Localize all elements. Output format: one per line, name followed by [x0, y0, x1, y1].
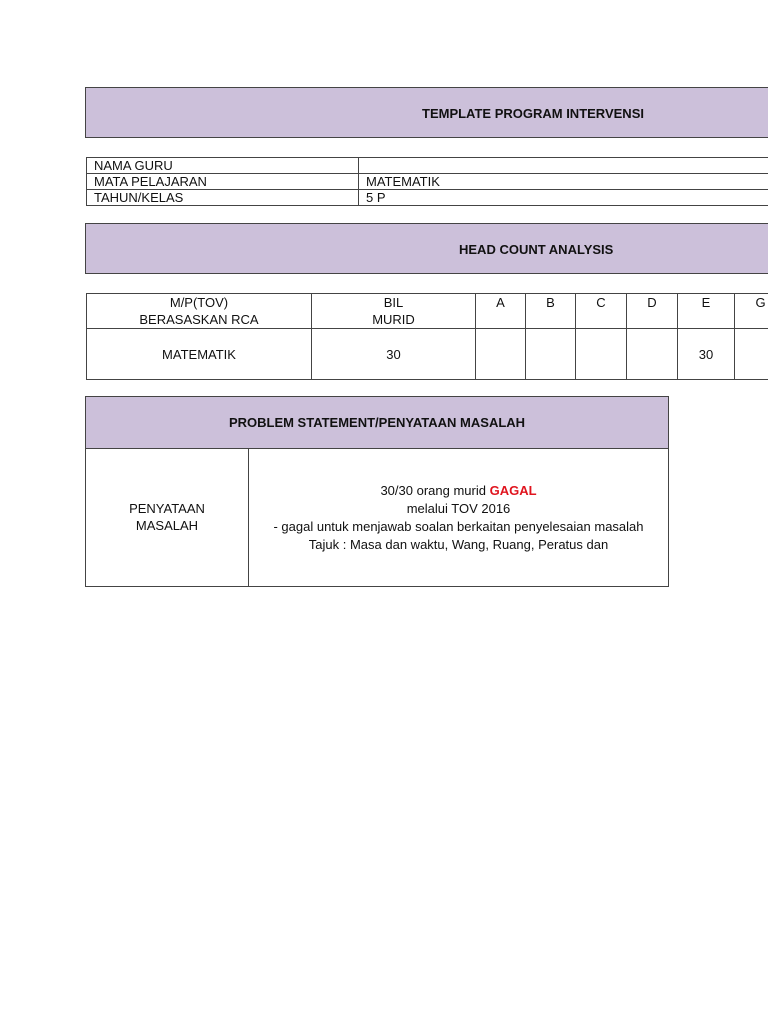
problem-statement-header: PROBLEM STATEMENT/PENYATAAN MASALAH [86, 397, 668, 449]
info-row [87, 190, 768, 206]
teacher-info-table [86, 157, 768, 206]
head-count-banner [85, 223, 768, 274]
info-value: MATEMATIK [359, 174, 768, 190]
section-title: HEAD COUNT ANALYSIS [459, 242, 614, 257]
grade-header: E [678, 294, 735, 329]
grade-header: G [735, 294, 768, 329]
label-line: MASALAH [135, 518, 199, 533]
grade-header: C [576, 294, 627, 329]
description-line [249, 482, 668, 500]
grade-header: B [526, 294, 576, 329]
info-label: MATA PELAJARAN [87, 174, 359, 190]
grade-d-cell [627, 329, 678, 380]
page-title: TEMPLATE PROGRAM INTERVENSI [422, 106, 644, 121]
header-line: MURID [372, 312, 415, 327]
header-line: M/P(TOV) [169, 295, 229, 310]
grade-b-cell [526, 329, 576, 380]
header-line: BERASASKAN RCA [139, 312, 259, 327]
column-header-subject [87, 294, 312, 329]
label-line: PENYATAAN [129, 501, 205, 516]
head-count-table [86, 293, 768, 380]
problem-label [86, 500, 248, 534]
student-count-cell: 30 [312, 329, 476, 380]
grade-c-cell [576, 329, 627, 380]
fail-highlight: GAGAL [489, 483, 537, 498]
info-row [87, 158, 768, 174]
header-line: BIL [383, 295, 404, 310]
grade-a-cell [476, 329, 526, 380]
problem-statement-block [85, 396, 669, 587]
title-banner [85, 87, 768, 138]
grade-header: A [476, 294, 526, 329]
info-value: 5 P [359, 190, 768, 206]
column-header-count [312, 294, 476, 329]
grade-e-cell: 30 [678, 329, 735, 380]
description-line: Tajuk : Masa dan waktu, Wang, Ruang, Peratus dan [308, 537, 609, 552]
problem-label-cell [86, 449, 249, 586]
info-label: TAHUN/KELAS [87, 190, 359, 206]
info-value [359, 158, 768, 174]
description-line: - gagal untuk menjawab soalan berkaitan penyelesaian masalah [273, 519, 644, 534]
table-row [87, 329, 768, 380]
info-label: NAMA GURU [87, 158, 359, 174]
problem-description [249, 482, 668, 554]
fail-count-text: 30/30 orang murid [380, 483, 486, 498]
info-row [87, 174, 768, 190]
table-header-row [87, 294, 768, 329]
subject-cell: MATEMATIK [87, 329, 312, 380]
grade-g-cell [735, 329, 768, 380]
grade-header: D [627, 294, 678, 329]
description-line: melalui TOV 2016 [406, 501, 511, 516]
problem-description-cell [249, 449, 668, 586]
